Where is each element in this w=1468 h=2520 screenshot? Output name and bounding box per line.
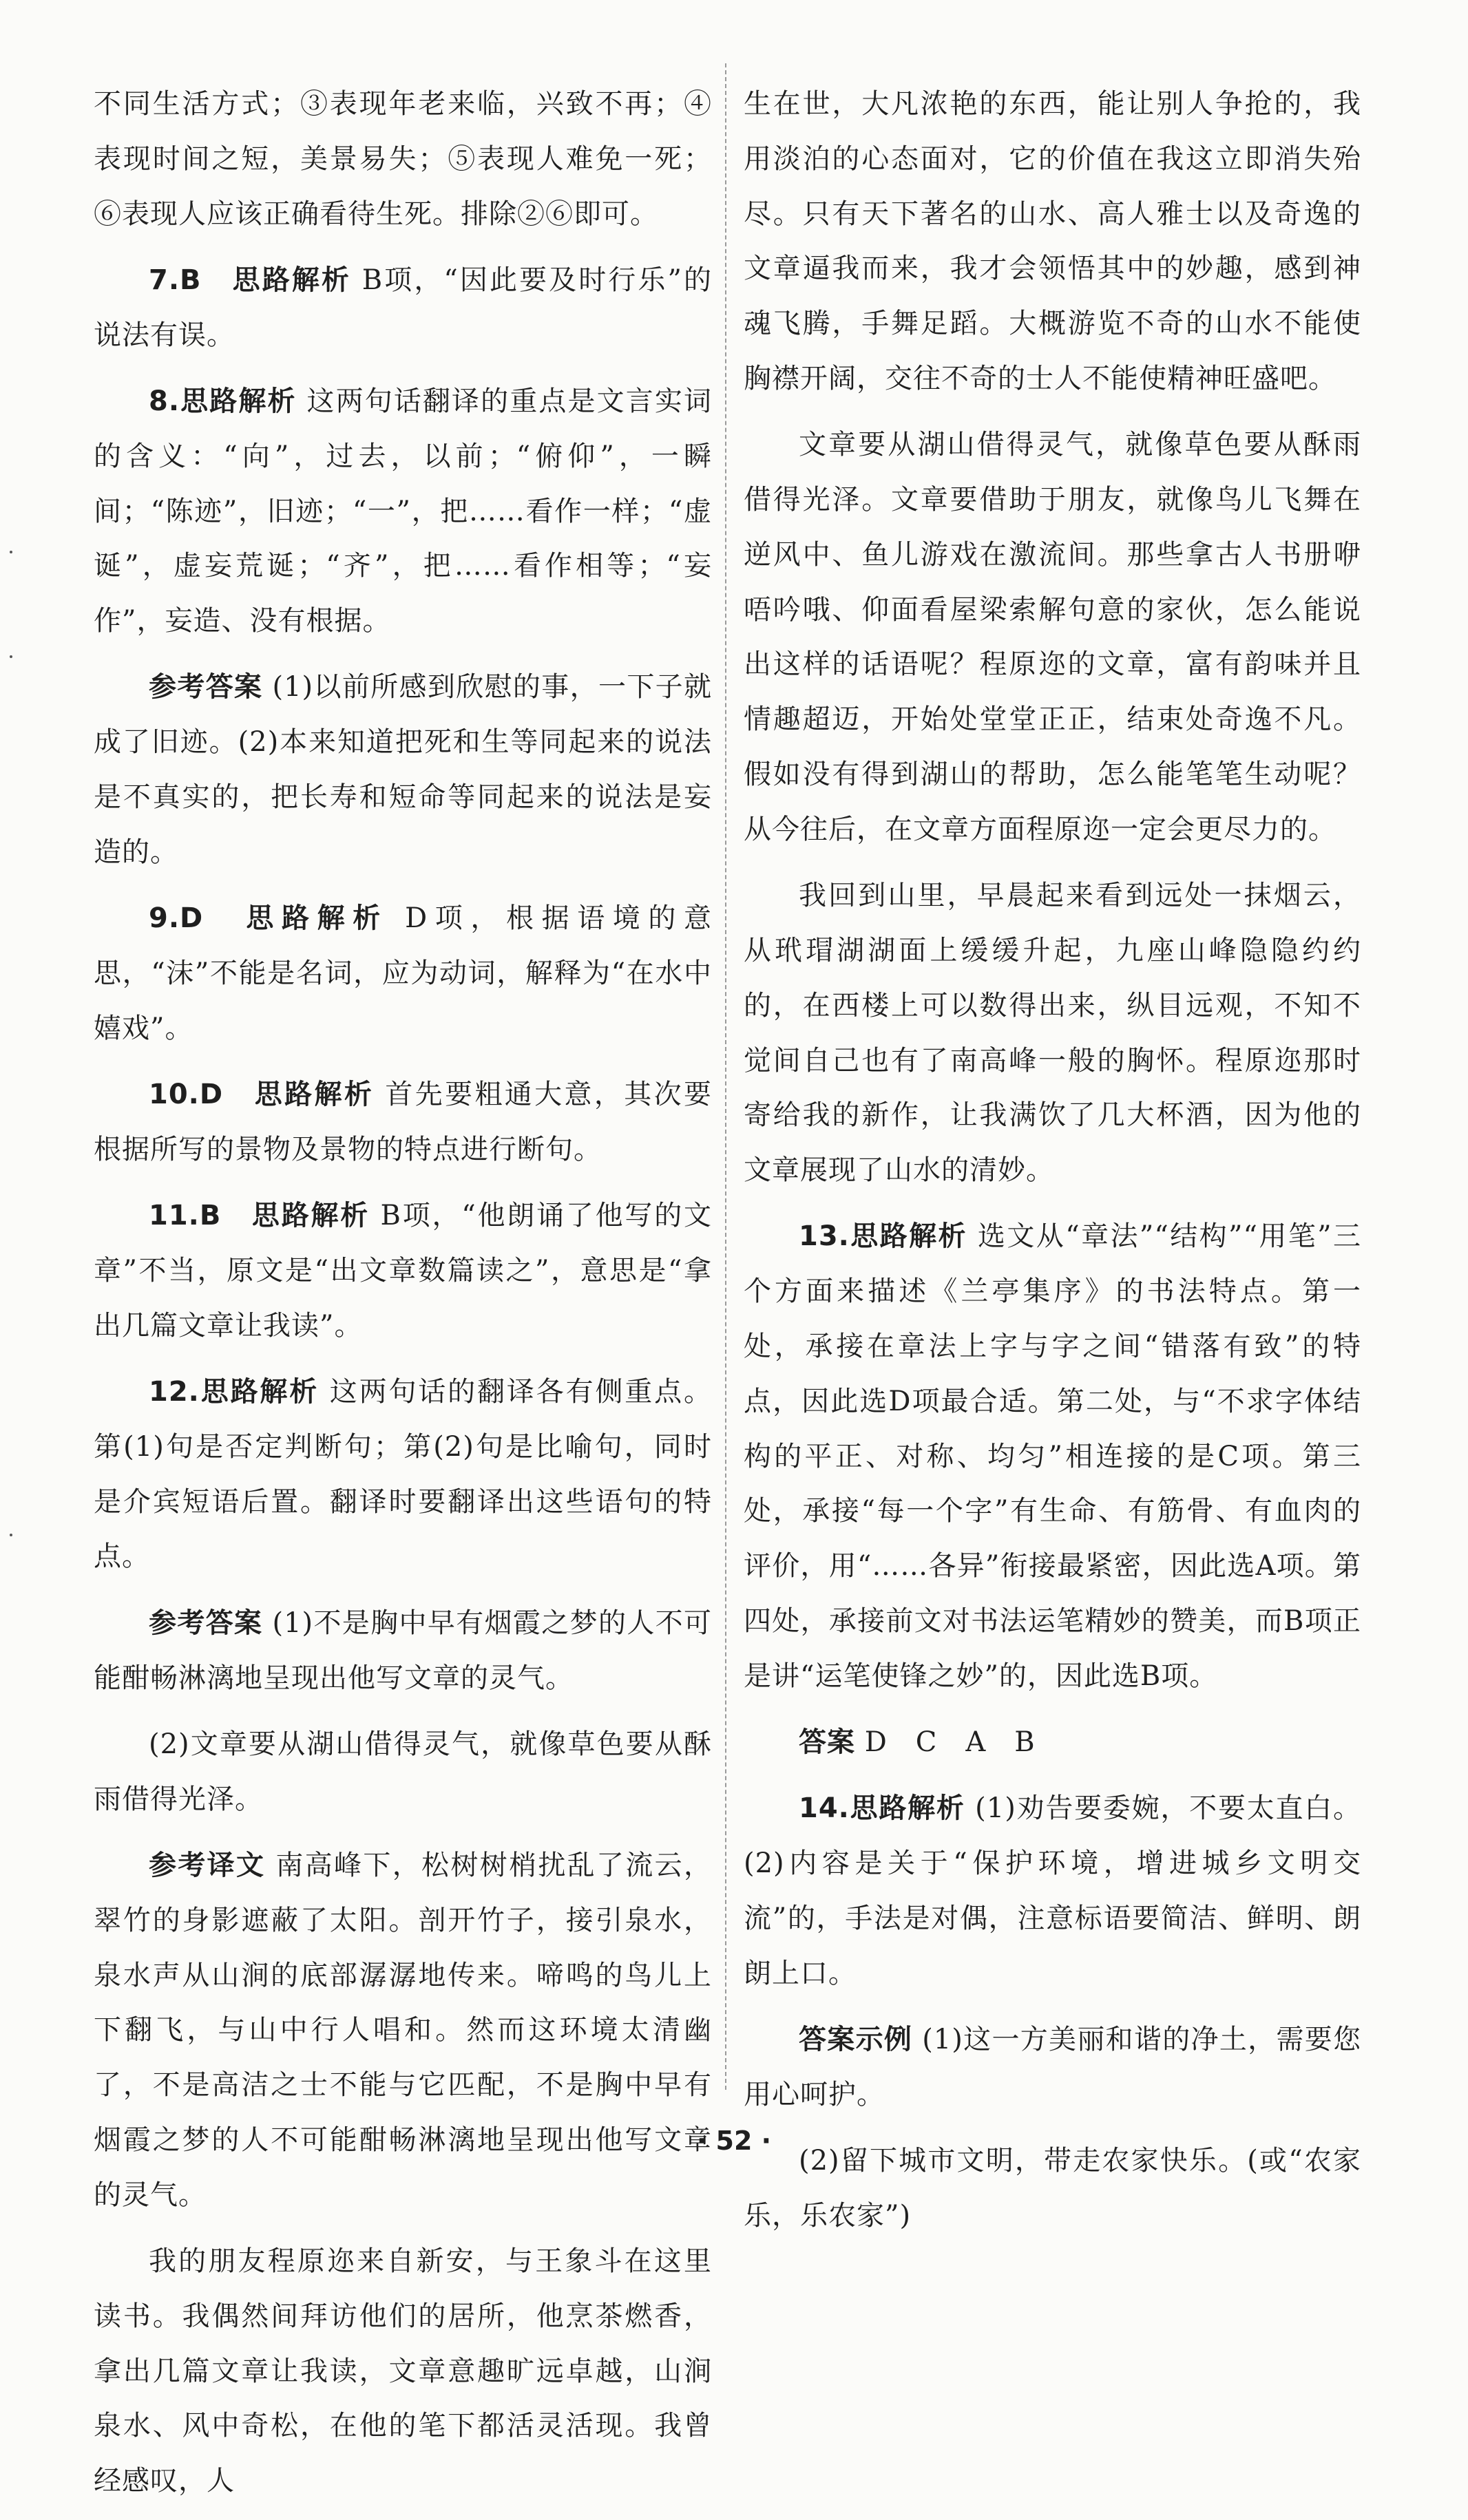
paragraph-text: 生在世，大凡浓艳的东西，能让别人争抢的，我用淡泊的心态面对，它的价值在我这立即消失殆尽。只有天下著名的山水、高人雅士以及奇逸的文章逼我而来，我才会领悟其中的妙趣，感到神魂飞腾，手舞足蹈。大概游览不奇的山水不能使胸襟开阔，交往不奇的士人不能使精神旺盛吧。 xyxy=(744,88,1361,394)
question-number: 9. xyxy=(149,902,180,935)
paragraph-text: (1)劝告要委婉，不要太直白。(2)内容是关于“保护环境，增进城乡文明交流”的，手法是对偶，注意标语要简洁、鲜明、朗朗上口。 xyxy=(744,1792,1362,1989)
question-number: 11. xyxy=(149,1200,200,1232)
paragraph-text: B项，“因此要及时行乐”的说法有误。 xyxy=(94,264,712,351)
question-number: 7. xyxy=(149,264,180,296)
paragraph-text: 首先要粗通大意，其次要根据所写的景物及景物的特点进行断句。 xyxy=(94,1079,713,1165)
paragraph xyxy=(744,869,1361,1198)
paragraph-text: (2)文章要从湖山借得灵气，就像草色要从酥雨借得光泽。 xyxy=(94,1728,712,1815)
section-heading: 参考答案 xyxy=(149,671,263,703)
answer-line xyxy=(744,1715,1361,1770)
column-divider xyxy=(725,63,726,2090)
answer-item-7 xyxy=(94,253,712,363)
paragraph-text: 不同生活方式；③表现年老来临，兴致不再；④表现时间之短，美景易失；⑤表现人难免一死；⑥表现人应该正确看待生死。排除②⑥即可。 xyxy=(94,88,712,230)
scan-mark xyxy=(10,1534,12,1536)
answer-item-10 xyxy=(94,1068,712,1178)
section-heading: 答案示例 xyxy=(799,2024,913,2056)
reference-answer xyxy=(94,1596,712,1706)
question-number: 12. xyxy=(149,1376,200,1408)
section-heading: B 思路解析 xyxy=(180,264,351,296)
paragraph-text: 选文从“章法”“结构”“用笔”三个方面来描述《兰亭集序》的书法特点。第一处，承接在章法上字与字之间“错落有致”的特点，因此选D项最合适。第二处，与“不求字体结构的平正、对称、均匀”相连接的是C项。第三处，承接“每一个字”有生命、有筋骨、有血肉的评价，用“……各异”衔接最紧密，因此选A项。第四处，承接前文对书法运笔精妙的赞美，而B项正是讲“运笔使锋之妙”的，因此选B项。 xyxy=(744,1220,1361,1692)
scan-mark xyxy=(10,655,12,658)
answer-item-9 xyxy=(94,891,712,1056)
right-column xyxy=(744,77,1361,2255)
reference-translation xyxy=(94,1839,712,2223)
paragraph-text: (1)这一方美丽和谐的净土，需要您用心呵护。 xyxy=(744,2024,1362,2110)
section-heading: 思路解析 xyxy=(849,1792,965,1825)
question-number: 13. xyxy=(799,1220,850,1253)
answer-item-14 xyxy=(744,1781,1361,2001)
paragraph xyxy=(94,77,712,242)
section-heading: D 思路解析 xyxy=(199,1079,375,1111)
section-heading: B 思路解析 xyxy=(199,1200,370,1232)
section-heading: D 思路解析 xyxy=(180,902,388,935)
paragraph-text: 我回到山里，早晨起来看到远处一抹烟云，从玳瑁湖湖面上缓缓升起，九座山峰隐隐约约的，在西楼上可以数得出来，纵目远观，不知不觉间自己也有了南高峰一般的胸怀。程原迩那时寄给我的新作，让我满饮了几大杯酒，因为他的文章展现了山水的清妙。 xyxy=(744,880,1361,1187)
question-number: 10. xyxy=(149,1079,200,1111)
answer-example xyxy=(744,2013,1361,2123)
section-heading: 思路解析 xyxy=(849,1220,967,1253)
paragraph xyxy=(94,2234,712,2509)
paragraph xyxy=(744,418,1361,857)
answer-item-12 xyxy=(94,1365,712,1585)
reference-answer xyxy=(94,660,712,880)
paragraph-text: 这两句话的翻译各有侧重点。第(1)句是否定判断句；第(2)句是比喻句，同时是介宾短语后置。翻译时要翻译出这些语句的特点。 xyxy=(94,1376,713,1573)
paragraph-text: 这两句话翻译的重点是文言实词的含义：“向”，过去，以前；“俯仰”，一瞬间；“陈迹”，旧迹；“一”，把……看作一样；“虚诞”，虚妄荒诞；“齐”，把……看作相等；“妄作”，妄造、没有根据。 xyxy=(94,385,712,637)
answer-item-11 xyxy=(94,1189,712,1353)
paragraph-text: (1)以前所感到欣慰的事，一下子就成了旧迹。(2)本来知道把死和生等同起来的说法是不真实的，把长寿和短命等同起来的说法是妄造的。 xyxy=(94,671,713,868)
paragraph-text: (1)不是胸中早有烟霞之梦的人不可能酣畅淋漓地呈现出他写文章的灵气。 xyxy=(94,1607,713,1694)
paragraph-text: 南高峰下，松树树梢扰乱了流云，翠竹的身影遮蔽了太阳。剖开竹子，接引泉水，泉水声从山涧的底部潺潺地传来。啼鸣的鸟儿上下翻飞，与山中行人唱和。然而这环境太清幽了，不是高洁之士不能与它匹配，不是胸中早有烟霞之梦的人不可能酣畅淋漓地呈现出他写文章的灵气。 xyxy=(94,1849,713,2211)
section-heading: 答案 xyxy=(799,1726,855,1759)
question-number: 8. xyxy=(149,385,180,417)
scan-mark xyxy=(10,551,12,553)
paragraph-text: B项，“他朗诵了他写的文章”不当，原文是“出文章数篇读之”，意思是“拿出几篇文章让我读”。 xyxy=(94,1200,712,1342)
paragraph-text: D项，根据语境的意思，“沫”不能是名词，应为动词，解释为“在水中嬉戏”。 xyxy=(94,902,712,1044)
paragraph-text: 文章要从湖山借得灵气，就像草色要从酥雨借得光泽。文章要借助于朋友，就像鸟儿飞舞在逆风中、鱼儿游戏在激流间。那些拿古人书册咿唔吟哦、仰面看屋梁索解句意的家伙，怎么能说出这样的话语呢？程原迩的文章，富有韵味并且情趣超迈，开始处堂堂正正，结束处奇逸不凡。假如没有得到湖山的帮助，怎么能笔笔生动呢？从今往后，在文章方面程原迩一定会更尽力的。 xyxy=(744,429,1361,845)
section-heading: 思路解析 xyxy=(199,1376,319,1408)
answer-item-13 xyxy=(744,1209,1361,1704)
answer-item-8 xyxy=(94,374,712,649)
page-number: · 52 · xyxy=(696,2126,772,2156)
section-heading: 参考译文 xyxy=(149,1849,266,1881)
paragraph-text: 我的朋友程原迩来自新安，与王象斗在这里读书。我偶然间拜访他们的居所，他烹茶燃香，拿出几篇文章让我读，文章意趣旷远卓越，山涧泉水、风中奇松，在他的笔下都活灵活现。我曾经感叹，人 xyxy=(94,2245,712,2497)
paragraph xyxy=(94,1717,712,1828)
question-number: 14. xyxy=(799,1792,850,1825)
paragraph xyxy=(744,77,1361,407)
section-heading: 思路解析 xyxy=(180,385,297,417)
section-heading: 参考答案 xyxy=(149,1607,263,1639)
paragraph-text: D C A B xyxy=(855,1726,1036,1759)
paragraph-text: (2)留下城市文明，带走农家快乐。(或“农家乐，乐农家”) xyxy=(744,2145,1361,2232)
